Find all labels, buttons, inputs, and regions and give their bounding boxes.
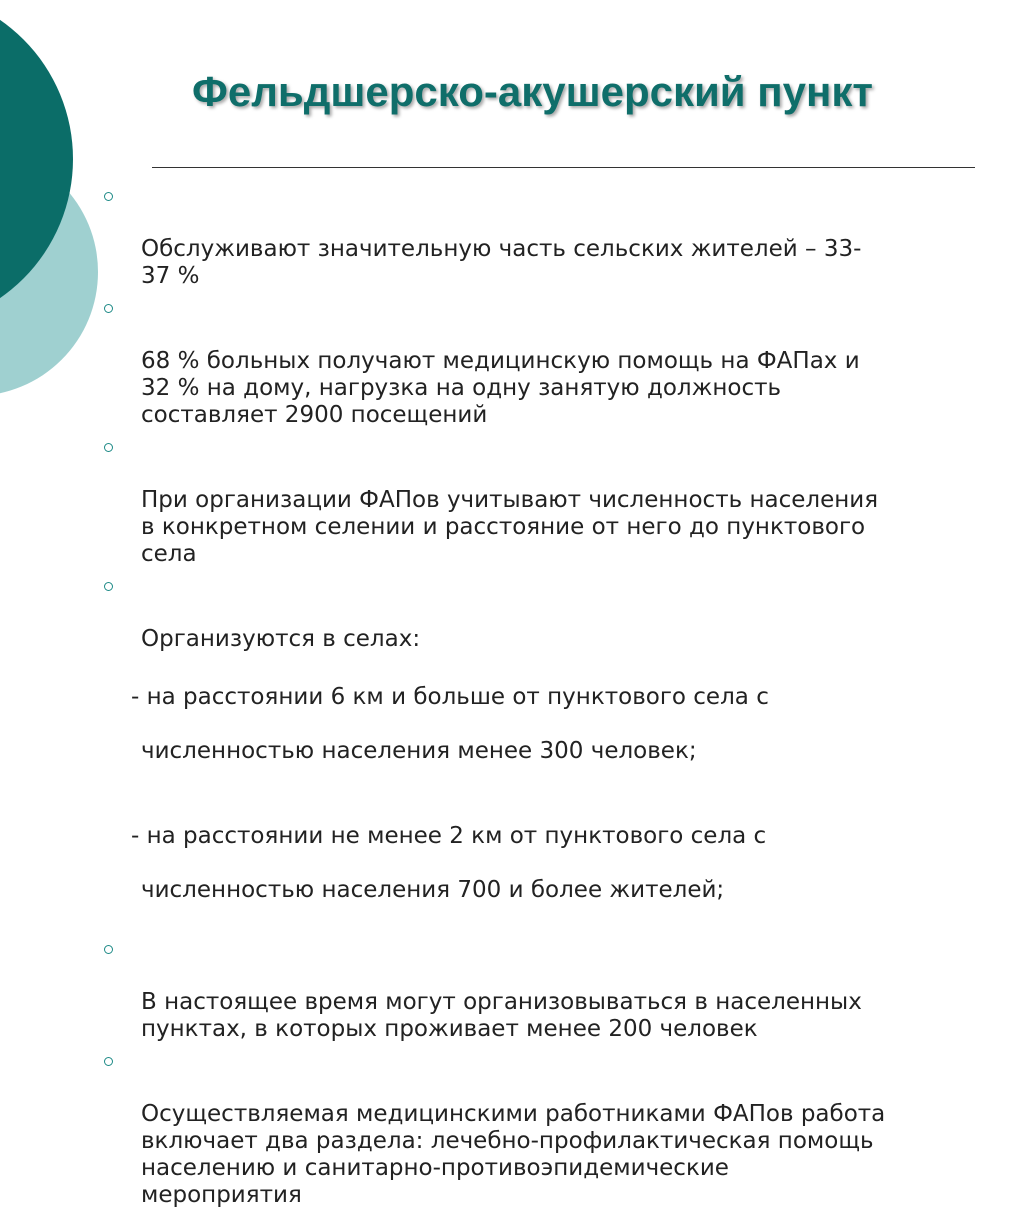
bullet-text: Организуются в селах: [141, 626, 421, 652]
sub-item [100, 796, 1000, 931]
bullet-circle-icon [104, 582, 113, 591]
bullet-text: Обслуживают значительную часть сельских жителей – 33- 37 % [141, 236, 862, 289]
bullet-text: Осуществляемая медицинскими работниками ФАПов работа включает два раздела: лечебно-профилактическая помощь населению и санитарно-противоэпидемические мероприятия [141, 1101, 886, 1208]
title-divider [152, 167, 975, 168]
bullet-item [100, 572, 1000, 653]
slide-title: Фельдшерско-акушерский пункт [192, 68, 873, 115]
bullet-item [100, 1047, 1000, 1209]
slide-content [100, 182, 1000, 1213]
bullet-circle-icon [104, 192, 113, 201]
bullet-text: 68 % больных получают медицинскую помощь на ФАПах и 32 % на дому, нагрузка на одну занятую должность составляет 2900 посещений [141, 348, 860, 428]
bullet-item [100, 935, 1000, 1043]
sub-item-line: численностью населения 700 и более жителей; [141, 877, 725, 903]
bullet-text: В настоящее время могут организовываться в населенных пунктах, в которых проживает менее 200 человек [141, 989, 862, 1042]
bullet-circle-icon [104, 945, 113, 954]
bullet-item [100, 294, 1000, 429]
bullet-item [100, 182, 1000, 290]
bullet-circle-icon [104, 1057, 113, 1066]
bullet-item [100, 433, 1000, 568]
bullet-circle-icon [104, 304, 113, 313]
bullet-circle-icon [104, 443, 113, 452]
bullet-text: При организации ФАПов учитывают численность населения в конкретном селении и расстояние от него до пунктового села [141, 487, 879, 567]
sub-item-line: - на расстоянии не менее 2 км от пунктового села с [131, 823, 767, 849]
sub-item [100, 657, 1000, 792]
sub-item-line: - на расстоянии 6 км и больше от пунктового села с [131, 684, 769, 710]
sub-item-line: численностью населения менее 300 человек; [141, 738, 697, 764]
